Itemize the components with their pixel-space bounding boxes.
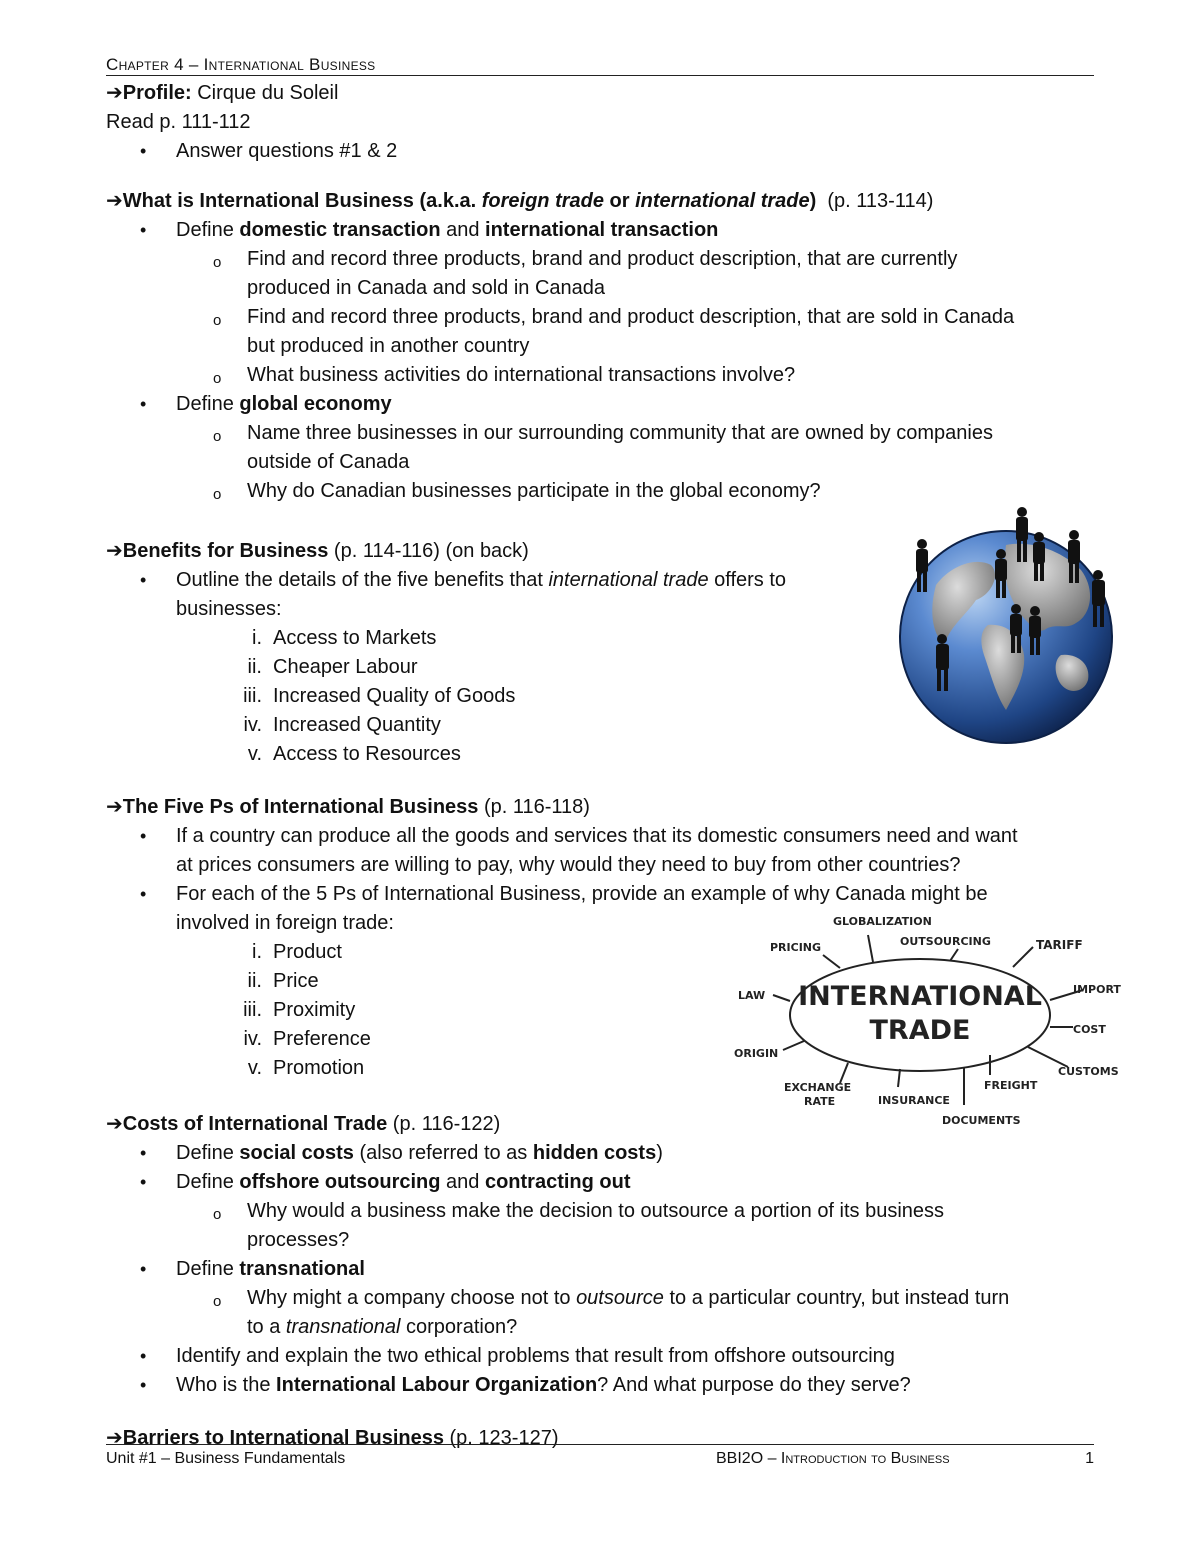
bullet-item: • Define transnational [106, 1255, 1096, 1284]
mind-map-center-line2: TRADE [869, 1015, 971, 1046]
mind-map-label: INSURANCE [878, 1094, 950, 1107]
arrow-icon: ➔ [106, 1427, 123, 1449]
arrow-icon: ➔ [106, 1113, 123, 1135]
bullet-item: • Identify and explain the two ethical problems that result from offshore outsourcing [106, 1342, 1096, 1371]
profile-heading: ➔Profile: Cirque du Soleil [106, 82, 339, 104]
mind-map-label: LAW [738, 989, 766, 1002]
globe-with-business-people-image [896, 505, 1128, 749]
bullet-item: • Define global economy [106, 390, 1096, 419]
roman-item: i. Access to Markets [252, 627, 437, 649]
bullet-item: • Who is the International Labour Organization? And what purpose do they serve? [106, 1371, 1096, 1400]
bullet-item: • Answer questions #1 & 2 [106, 137, 1096, 166]
footer-course: BBI2O – Introduction to Business [716, 1450, 950, 1467]
roman-item: iv. Preference [243, 1028, 371, 1050]
roman-item: v. Access to Resources [247, 743, 461, 765]
arrow-icon: ➔ [106, 190, 123, 212]
mind-map-label: TARIFF [1036, 938, 1083, 952]
header-chapter: Chapter 4 – International Business [106, 55, 376, 74]
bullet-item: • Define social costs (also referred to as hidden costs) [106, 1139, 1096, 1168]
roman-item: ii. Price [247, 970, 319, 992]
document-body [106, 79, 1096, 1453]
roman-item: v. Promotion [247, 1057, 365, 1079]
bullet-item: • Define offshore outsourcing and contracting out [106, 1168, 1096, 1197]
page-footer [106, 1444, 1094, 1472]
sub-bullet-item: o What business activities do international transactions involve? [213, 364, 796, 387]
what-heading: ➔What is International Business (a.k.a. foreign trade or international trade) (p. 113-114) [106, 190, 934, 212]
arrow-icon: ➔ [106, 82, 123, 104]
sub-bullet-continuation: outside of Canada [247, 451, 410, 473]
bullet-continuation: at prices consumers are willing to pay, why would they need to buy from other countries? [176, 854, 961, 876]
sub-bullet-item: o Why do Canadian businesses participate in the global economy? [213, 480, 821, 503]
sub-bullet-item: o Name three businesses in our surrounding community that are owned by companies [213, 422, 993, 445]
arrow-icon: ➔ [106, 540, 123, 562]
footer-unit: Unit #1 – Business Fundamentals [106, 1450, 346, 1467]
mind-map-label: OUTSOURCING [900, 935, 991, 948]
mind-map-label: RATE [804, 1095, 836, 1108]
roman-item: ii. Cheaper Labour [247, 656, 418, 678]
mind-map-label: EXCHANGE [784, 1081, 852, 1094]
roman-item: iii. Increased Quality of Goods [243, 685, 516, 707]
arrow-icon: ➔ [106, 796, 123, 818]
roman-item: iv. Increased Quantity [243, 714, 441, 736]
costs-heading: ➔Costs of International Trade (p. 116-122) [106, 1113, 501, 1135]
roman-item: iii. Proximity [243, 999, 356, 1021]
sub-bullet-item: o Find and record three products, brand and product description, that are sold in Canada [213, 306, 1015, 329]
sub-bullet-continuation: produced in Canada and sold in Canada [247, 277, 606, 299]
mind-map-label: IMPORT [1073, 983, 1121, 996]
bullet-item: • Define domestic transaction and international transaction [106, 216, 1096, 245]
mind-map-label: PRICING [770, 941, 822, 954]
sub-bullet-continuation: but produced in another country [247, 335, 530, 357]
bullet-item: • If a country can produce all the goods and services that its domestic consumers need and want [106, 822, 1096, 851]
bullet-continuation: involved in foreign trade: [176, 912, 394, 934]
mind-map-label: ORIGIN [734, 1047, 779, 1060]
fiveps-heading: ➔The Five Ps of International Business (p. 116-118) [106, 796, 590, 818]
sub-bullet-item: o Why would a business make the decision to outsource a portion of its business [213, 1200, 945, 1223]
bullet-item: • For each of the 5 Ps of International Business, provide an example of why Canada might be [106, 880, 1096, 909]
sub-bullet-item: o Find and record three products, brand and product description, that are currently [213, 248, 958, 271]
barriers-heading: ➔Barriers to International Business (p. 123-127) [106, 1427, 559, 1449]
mind-map-label: DOCUMENTS [942, 1114, 1021, 1127]
sub-bullet-item: o Why might a company choose not to outsource to a particular country, but instead turn [213, 1287, 1010, 1310]
bullet-item: • Outline the details of the five benefits that international trade offers to [106, 566, 1096, 595]
mind-map-label: FREIGHT [984, 1079, 1038, 1092]
international-trade-mind-map [728, 905, 1138, 1135]
sub-bullet-continuation: to a transnational corporation? [247, 1316, 518, 1338]
mind-map-label: COST [1073, 1023, 1106, 1036]
mind-map-label: GLOBALIZATION [833, 915, 932, 928]
profile-read: Read p. 111-112 [106, 111, 251, 133]
bullet-continuation: businesses: [176, 598, 282, 620]
mind-map-center-line1: INTERNATIONAL [798, 981, 1042, 1012]
benefits-heading: ➔Benefits for Business (p. 114-116) (on back) [106, 540, 529, 562]
page-header [106, 55, 1094, 76]
roman-item: i. Product [252, 941, 342, 963]
page-number: 1 [1085, 1450, 1094, 1467]
sub-bullet-continuation: processes? [247, 1229, 350, 1251]
mind-map-label: CUSTOMS [1058, 1065, 1119, 1078]
